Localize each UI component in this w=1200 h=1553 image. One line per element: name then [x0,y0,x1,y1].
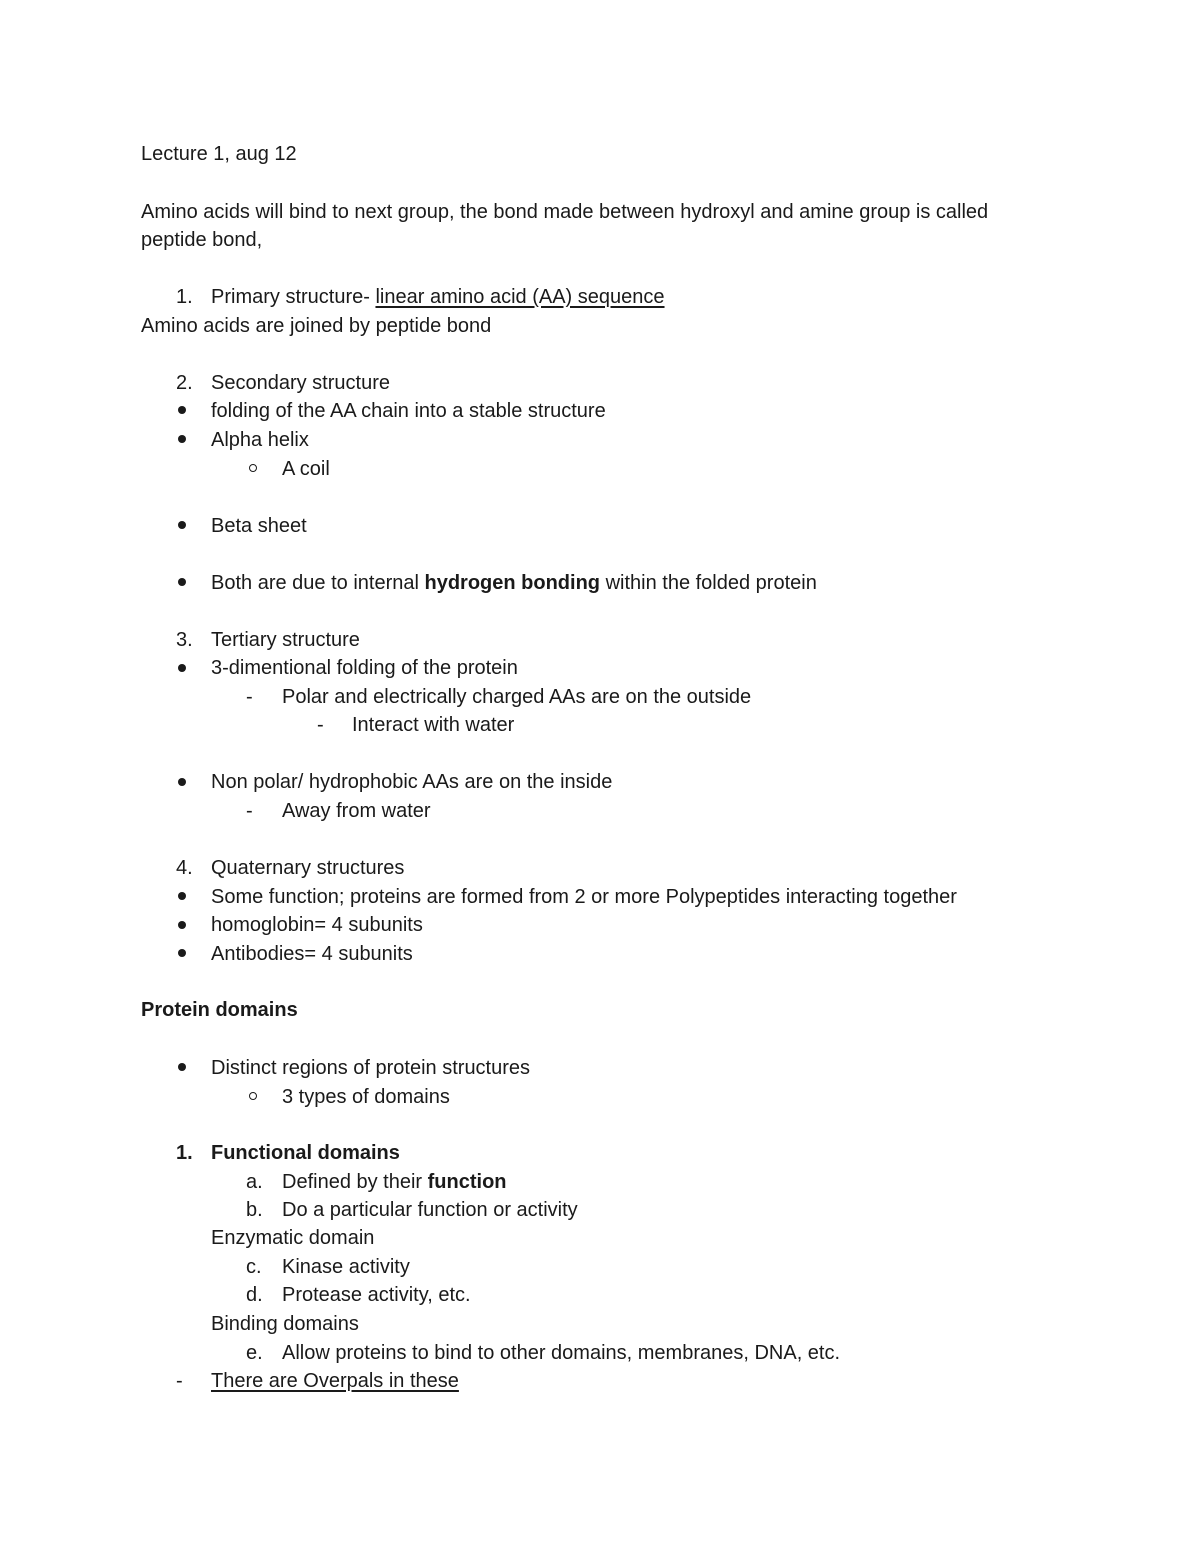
defined-pre: Defined by their [282,1171,428,1193]
list-item: Do a particular function or activity [282,1199,578,1221]
bullet-icon [178,578,186,586]
list-item: A coil [282,458,330,480]
list-number: 1. [176,286,193,308]
primary-structure-item [211,285,665,309]
section-heading: Protein domains [141,999,298,1021]
defined-bold: function [427,1171,507,1193]
bullet-icon [178,949,186,957]
hollow-bullet-icon [249,1092,257,1100]
list-item [282,1170,507,1194]
list-item: Polar and electrically charged AAs are on the outside [282,686,752,708]
primary-label: Primary structure- [211,286,376,308]
page-title: Lecture 1, aug 12 [141,143,297,165]
list-item: 3 types of domains [282,1086,450,1108]
bullet-icon [178,406,186,414]
list-item: Alpha helix [211,429,309,451]
list-item: Kinase activity [282,1256,410,1278]
hbond-bold: hydrogen bonding [424,572,601,594]
list-item: Distinct regions of protein structures [211,1057,531,1079]
primary-note: Amino acids are joined by peptide bond [141,315,492,337]
list-item: 3-dimentional folding of the protein [211,657,518,679]
primary-definition: linear amino acid (AA) sequence [375,286,665,308]
list-marker: d. [246,1284,263,1306]
secondary-structure-item: Secondary structure [211,372,390,394]
list-marker: a. [246,1171,263,1193]
list-marker: e. [246,1342,263,1364]
hollow-bullet-icon [249,464,257,472]
list-marker: c. [246,1256,262,1278]
dash-marker: - [176,1370,183,1392]
list-item: Interact with water [352,714,515,736]
list-item: Protease activity, etc. [282,1284,471,1306]
list-number: 4. [176,857,193,879]
bullet-icon [178,521,186,529]
bullet-icon [178,435,186,443]
bullet-icon [178,892,186,900]
list-item: Some function; proteins are formed from 2 or more Polypeptides interacting together [211,886,957,908]
quaternary-structure-item: Quaternary structures [211,857,405,879]
intro-line-2: peptide bond, [141,229,263,251]
list-item: Non polar/ hydrophobic AAs are on the inside [211,771,613,793]
list-item: Away from water [282,800,431,822]
list-item: folding of the AA chain into a stable structure [211,400,606,422]
list-item: Beta sheet [211,515,307,537]
intro-line-1: Amino acids will bind to next group, the bond made between hydroxyl and amine group is called [141,201,989,223]
list-item: homoglobin= 4 subunits [211,914,423,936]
list-marker: b. [246,1199,263,1221]
dash-marker: - [246,800,253,822]
dash-marker: - [317,714,324,736]
hbond-post: within the folded protein [600,572,817,594]
list-number: 1. [176,1142,193,1164]
tertiary-structure-item: Tertiary structure [211,629,360,651]
list-item: Antibodies= 4 subunits [211,943,413,965]
dash-marker: - [246,686,253,708]
list-item: Allow proteins to bind to other domains, membranes, DNA, etc. [282,1342,841,1364]
list-item [211,571,817,595]
subheading: Enzymatic domain [211,1227,375,1249]
list-number: 2. [176,372,193,394]
functional-domains-heading: Functional domains [211,1142,400,1164]
bullet-icon [178,1063,186,1071]
subheading: Binding domains [211,1313,359,1335]
list-item: There are Overpals in these [211,1370,459,1392]
list-number: 3. [176,629,193,651]
bullet-icon [178,778,186,786]
hbond-pre: Both are due to internal [211,572,425,594]
bullet-icon [178,921,186,929]
bullet-icon [178,664,186,672]
